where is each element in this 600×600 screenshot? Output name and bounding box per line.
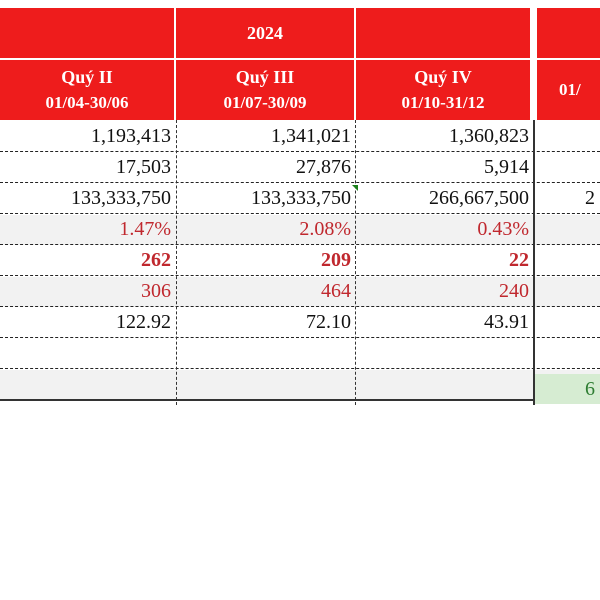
table-row — [0, 215, 600, 245]
quarter-range: 01/07-30/09 — [223, 93, 307, 112]
table-cell[interactable] — [176, 339, 356, 368]
table-row — [0, 339, 600, 369]
table-row — [0, 370, 600, 401]
quarter-header-q3 — [176, 60, 354, 120]
table-cell[interactable]: 133,333,750 — [71, 187, 171, 209]
partial-value: 2 — [585, 187, 595, 209]
quarter-range: 01/10-31/12 — [401, 93, 485, 112]
table-cell[interactable]: 262 — [141, 249, 171, 271]
table-row — [0, 122, 600, 152]
table-row — [0, 184, 600, 214]
quarter-name: Quý III — [235, 67, 295, 87]
table-cell[interactable]: 17,503 — [116, 156, 171, 178]
table-cell[interactable]: 1,341,021 — [271, 125, 351, 147]
table-cell[interactable] — [356, 370, 534, 399]
table-row — [0, 277, 600, 307]
column-divider — [533, 120, 535, 405]
table-cell[interactable]: 133,333,750 — [251, 187, 351, 209]
year-header — [0, 8, 530, 58]
table-cell[interactable]: 122.92 — [116, 311, 171, 333]
year-label: 2024 — [247, 22, 283, 43]
table-row — [0, 153, 600, 183]
comment-marker-icon — [352, 185, 358, 191]
table-cell[interactable]: 464 — [321, 280, 351, 302]
table-cell[interactable]: 0.43% — [477, 218, 529, 240]
quarter-name: Quý II — [61, 67, 113, 87]
table-cell[interactable]: 72.10 — [306, 311, 351, 333]
table-cell[interactable] — [0, 339, 176, 368]
table-cell[interactable]: 22 — [509, 249, 529, 271]
quarter-header-q4 — [356, 60, 530, 120]
quarter-header-next — [537, 60, 600, 120]
table-cell[interactable]: 266,667,500 — [429, 187, 529, 209]
table-cell[interactable] — [176, 370, 356, 399]
table-cell[interactable]: 5,914 — [484, 156, 529, 178]
table-cell[interactable]: 2.08% — [299, 218, 351, 240]
table-cell[interactable]: 240 — [499, 280, 529, 302]
table-cell[interactable]: 43.91 — [484, 311, 529, 333]
column-divider — [355, 120, 356, 405]
table-cell[interactable] — [356, 339, 534, 368]
table-cell[interactable]: 1.47% — [119, 218, 171, 240]
quarter-range: 01/ — [559, 80, 581, 99]
quarter-range: 01/04-30/06 — [45, 93, 129, 112]
next-year-header — [537, 8, 600, 58]
column-divider — [176, 120, 177, 405]
table-cell[interactable]: 1,360,823 — [449, 125, 529, 147]
table-cell[interactable]: 306 — [141, 280, 171, 302]
partial-value: 6 — [585, 378, 595, 400]
table-row — [0, 308, 600, 338]
column-gap — [530, 0, 537, 125]
table-row — [0, 246, 600, 276]
table-cell[interactable]: 27,876 — [296, 156, 351, 178]
header-divider — [174, 0, 176, 122]
header-divider — [354, 0, 356, 122]
table-cell[interactable]: 209 — [321, 249, 351, 271]
quarter-header-q2 — [0, 60, 174, 120]
table-cell[interactable]: 1,193,413 — [91, 125, 171, 147]
table-cell[interactable] — [0, 370, 176, 399]
quarter-name: Quý IV — [414, 67, 472, 87]
